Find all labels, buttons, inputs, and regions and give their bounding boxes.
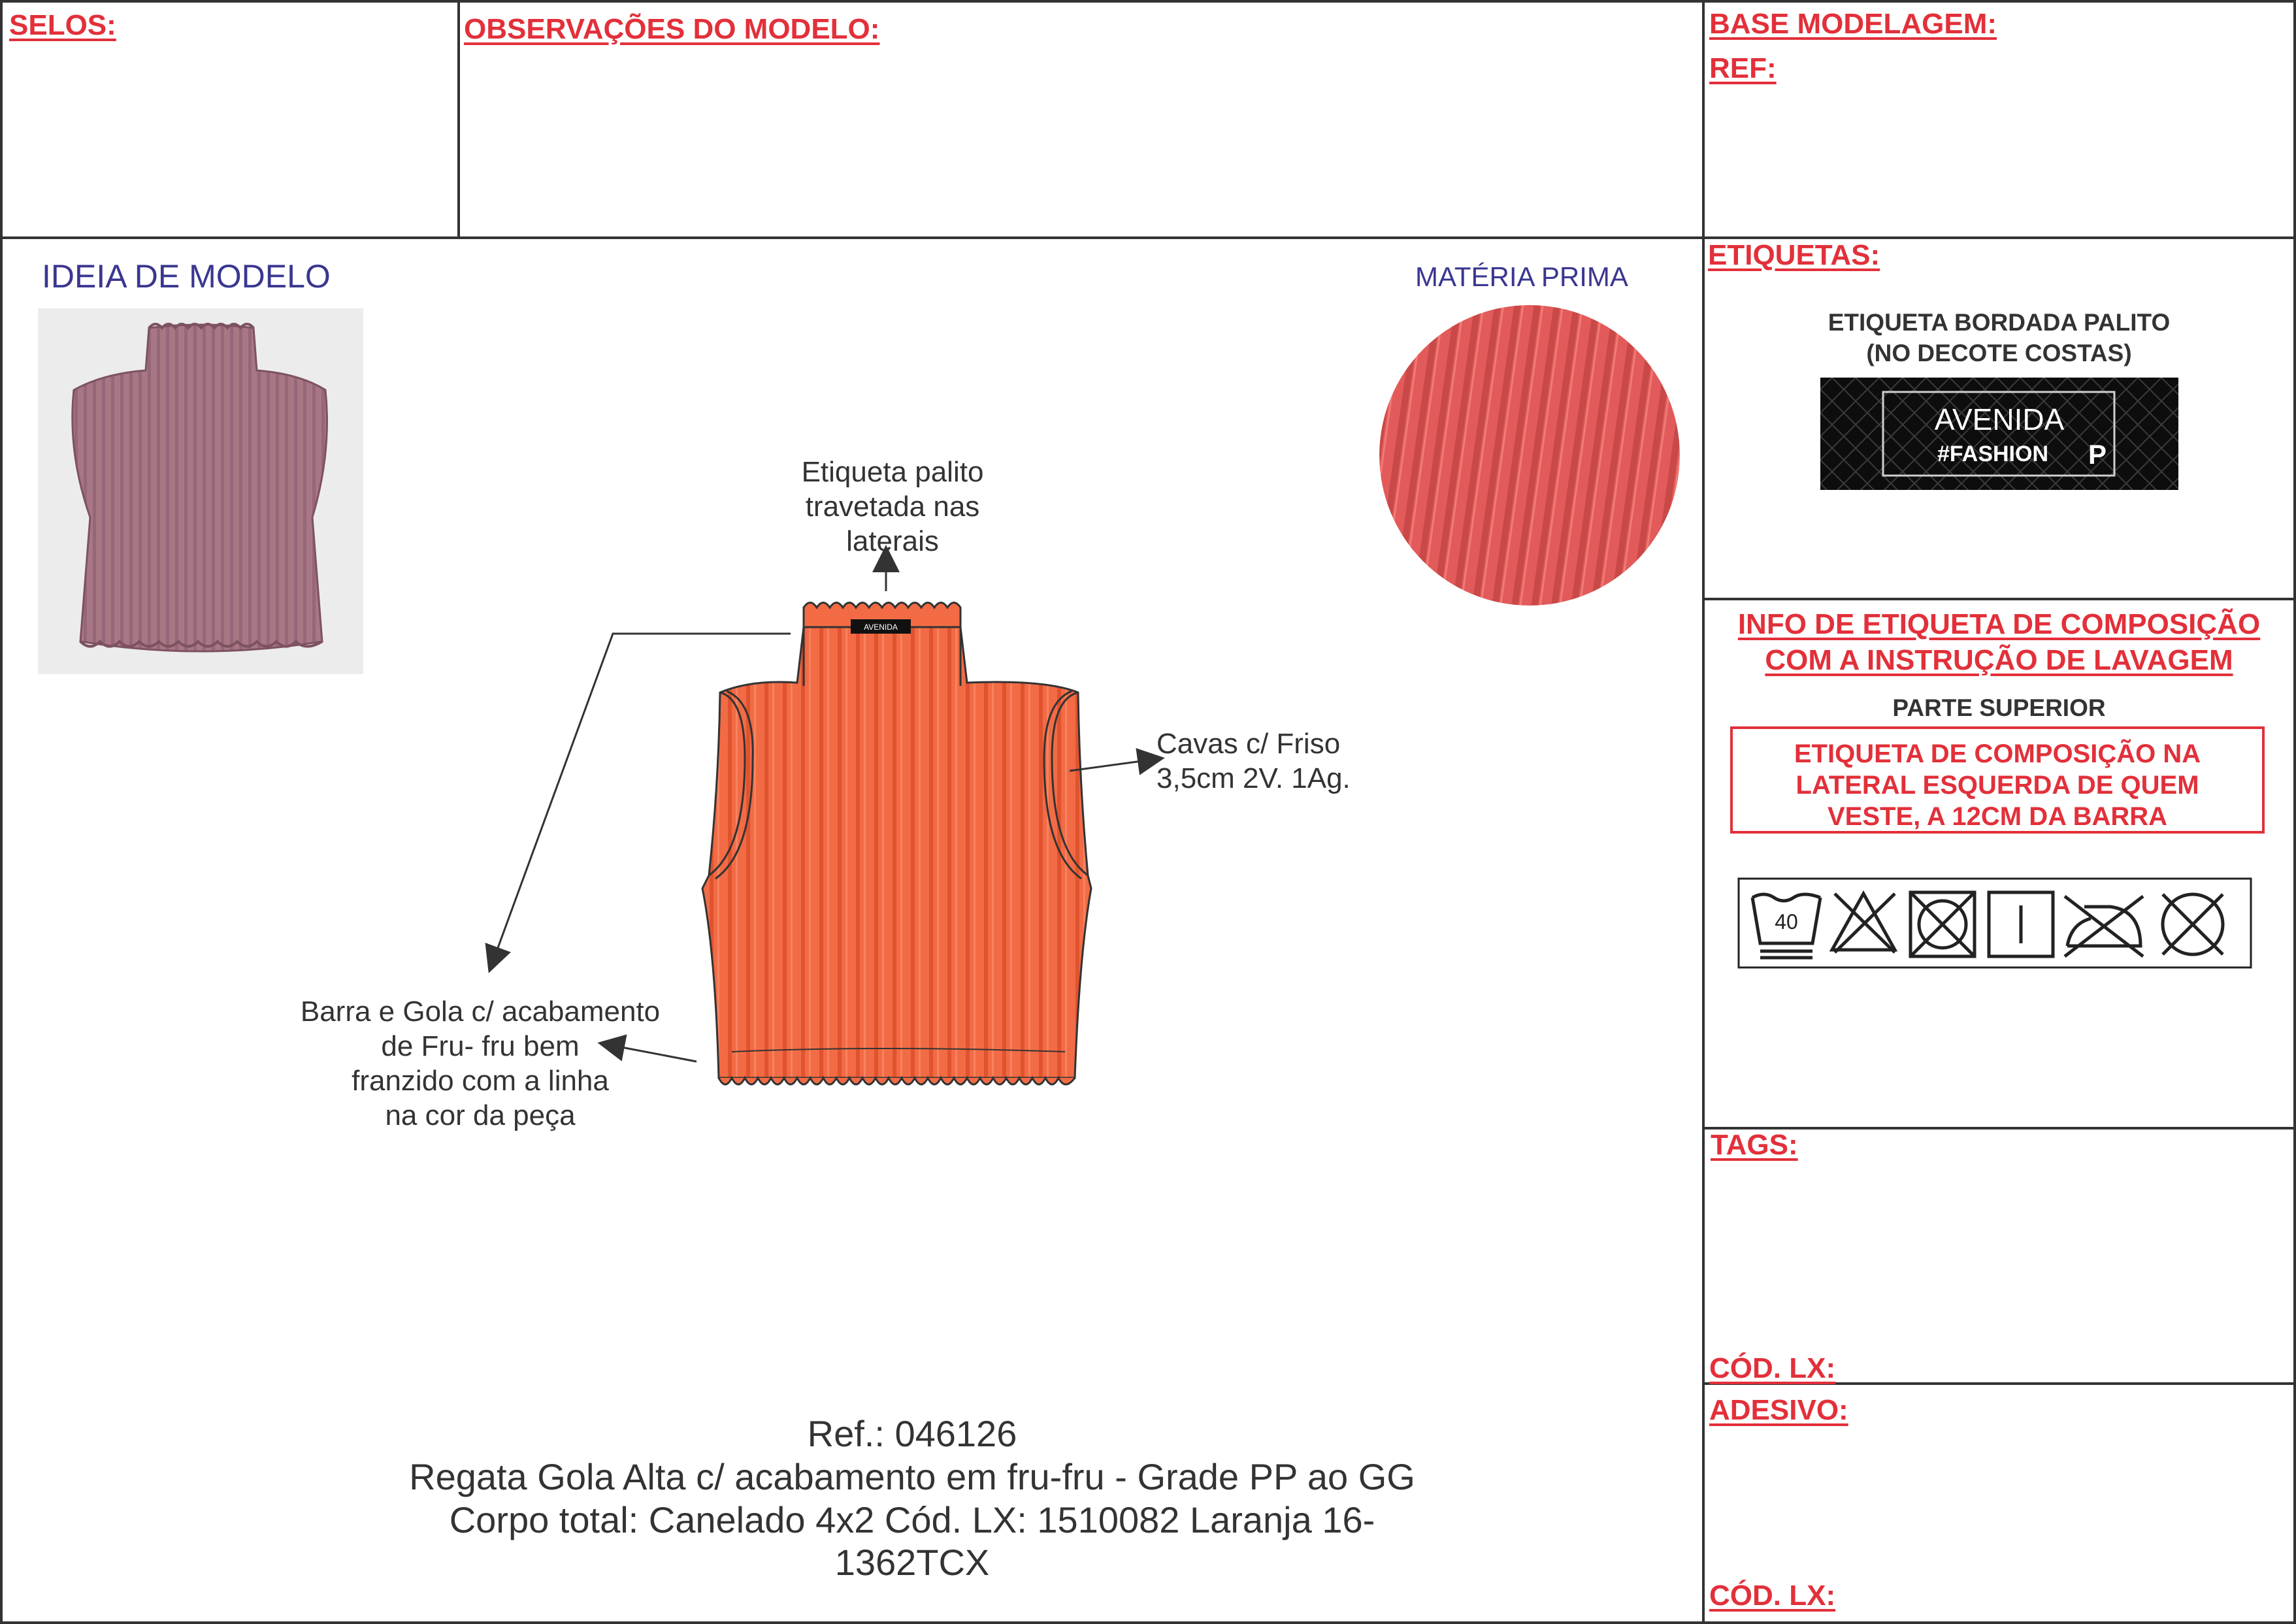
composicao-box [1730,726,2265,834]
note-etiqueta-palito [762,455,1023,559]
base-modelagem-label: BASE MODELAGEM: [1709,8,1997,40]
note-line: de Fru- fru bem [381,1030,580,1062]
box-line: ETIQUETA DE COMPOSIÇÃO NA [1794,739,2201,768]
ref-label: REF: [1709,52,1777,84]
wash-temp: 40 [1775,910,1798,934]
caption-line: ETIQUETA BORDADA PALITO [1828,309,2171,336]
ideia-de-modelo-label: IDEIA DE MODELO [42,258,331,295]
etiqueta-bordada-caption [1702,307,2296,368]
note-line: 3,5cm 2V. 1Ag. [1156,762,1351,794]
note-line: franzido com a linha [352,1065,609,1097]
box-line: LATERAL ESQUERDA DE QUEM [1796,771,2199,800]
parte-superior-label: PARTE SUPERIOR [1892,694,2106,721]
caption-line: (NO DECOTE COSTAS) [1866,340,2132,366]
cod-lx-label-2: CÓD. LX: [1709,1580,1836,1612]
note-line: Cavas c/ Friso [1156,728,1341,760]
note-cavas [1156,726,1351,796]
tags-box [1702,1127,2296,1385]
garment-tag-text: AVENIDA [864,623,898,632]
note-line: Barra e Gola c/ acabamento [300,996,661,1028]
brand-tagline: #FASHION [1937,442,2049,466]
body-fabric-info: Corpo total: Canelado 4x2 Cód. LX: 1510082 Laranja 16-1362TCX [449,1499,1375,1583]
selos-label: SELOS: [9,9,116,41]
note-line: laterais [846,525,939,557]
brand-woven-label [1820,378,2178,490]
info-composicao-title [1702,606,2296,678]
note-barra-gola [274,994,686,1133]
no-tumble-dry-icon [1911,892,1975,956]
title-line: COM A INSTRUÇÃO DE LAVAGEM [1765,644,2233,676]
title-line: INFO DE ETIQUETA DE COMPOSIÇÃO [1737,608,2261,640]
box-line: VESTE, A 12CM DA BARRA [1827,802,2168,831]
note-line: na cor da peça [385,1099,576,1131]
model-description: Regata Gola Alta c/ acabamento em fru-fru - Grade PP ao GG [409,1456,1415,1497]
observacoes-label: OBSERVAÇÕES DO MODELO: [464,13,880,45]
materia-prima-label: MATÉRIA PRIMA [1415,261,1628,292]
note-line: Etiqueta palito [801,456,984,488]
tags-label: TAGS: [1711,1129,1798,1161]
adesivo-label: ADESIVO: [1709,1394,1848,1426]
note-line: travetada nas [805,491,980,523]
care-symbols [1738,878,2252,968]
cod-lx-label-1: CÓD. LX: [1709,1352,1836,1384]
ref-number: Ref.: 046126 [807,1413,1017,1454]
size-letter: P [2088,439,2107,470]
brand-name: AVENIDA [1934,402,2065,436]
etiquetas-label: ETIQUETAS: [1708,239,1880,271]
